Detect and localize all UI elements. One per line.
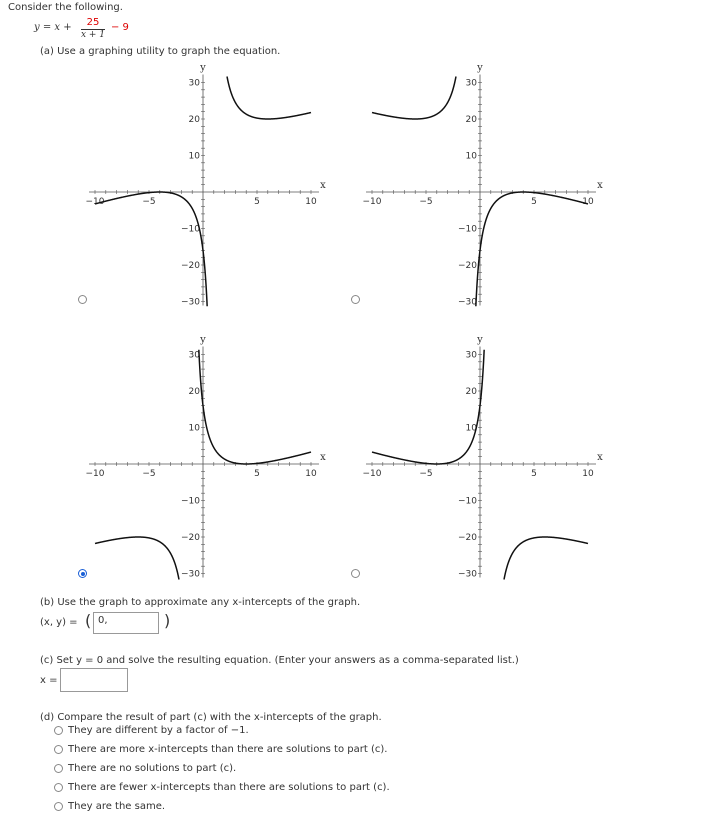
y-tick-label: −10 (458, 496, 477, 507)
x-intercept-input[interactable]: 0, (93, 612, 159, 634)
part-a-text: (a) Use a graphing utility to graph the equation. (40, 46, 281, 57)
y-tick-label: −10 (458, 224, 477, 235)
part-d-option-label: There are fewer x-intercepts than there are solutions to part (c). (68, 782, 390, 793)
curve-branch-2 (227, 76, 311, 119)
part-d-option-label: They are the same. (68, 801, 166, 812)
part-d-option-label: There are more x-intercepts than there are solutions to part (c). (68, 744, 388, 755)
part-d-radio[interactable] (54, 764, 63, 773)
x-tick-label: 10 (582, 469, 594, 479)
y-axis-label: y (200, 62, 206, 74)
part-c-text: (c) Set y = 0 and solve the resulting equation. (Enter your answers as a comma-separated list.) (40, 655, 519, 666)
x-tick-label: 5 (254, 197, 260, 207)
graph-option-3 (86, 335, 327, 580)
part-d-radio[interactable] (54, 802, 63, 811)
y-tick-label: 10 (465, 151, 477, 162)
x-tick-label: 5 (531, 197, 537, 207)
y-tick-label: −30 (458, 297, 477, 308)
x-tick-label: 5 (531, 469, 537, 479)
y-axis-label: y (477, 334, 483, 346)
graph-option-4-radio[interactable] (351, 569, 360, 578)
graph-option-2 (363, 63, 604, 308)
part-b-prefix: (x, y) = (40, 617, 78, 628)
x-tick-label: −5 (142, 469, 156, 479)
x-tick-label: 10 (305, 197, 317, 207)
equation-lhs: y = x + (34, 22, 72, 33)
y-tick-label: −10 (181, 224, 200, 235)
x-tick-label: −10 (85, 469, 105, 479)
y-tick-label: −30 (181, 569, 200, 580)
x-tick-label: −10 (362, 197, 382, 207)
part-b-text: (b) Use the graph to approximate any x-intercepts of the graph. (40, 597, 361, 608)
curve-branch-1 (95, 537, 179, 580)
curve-branch-2 (476, 192, 588, 306)
curve-branch-1 (372, 350, 484, 464)
curve-branch-1 (95, 192, 207, 306)
part-d-radio[interactable] (54, 783, 63, 792)
y-tick-label: 30 (188, 350, 200, 361)
x-axis-label: x (320, 180, 326, 191)
part-d-option-label: They are different by a factor of −1. (68, 725, 249, 736)
y-tick-label: 20 (188, 387, 200, 397)
equation-numerator: 25 (86, 17, 100, 28)
y-tick-label: −30 (458, 569, 477, 580)
part-d-radio[interactable] (54, 745, 63, 754)
y-tick-label: −30 (181, 297, 200, 308)
x-tick-label: −5 (419, 197, 433, 207)
y-tick-label: 10 (465, 423, 477, 434)
close-paren: ) (164, 611, 171, 630)
y-tick-label: 30 (188, 78, 200, 89)
graph-option-1 (86, 63, 327, 308)
part-d-text: (d) Compare the result of part (c) with the x-intercepts of the graph. (40, 712, 382, 723)
x-tick-label: −5 (419, 469, 433, 479)
x-tick-label: 10 (305, 469, 317, 479)
equation (34, 17, 144, 43)
y-tick-label: 30 (465, 350, 477, 361)
curve-branch-2 (199, 350, 311, 464)
part-c-prefix: x = (40, 675, 58, 686)
y-axis-label: y (477, 62, 483, 74)
y-tick-label: −20 (458, 261, 477, 271)
equation-tail: − 9 (111, 22, 129, 33)
y-tick-label: −10 (181, 496, 200, 507)
y-tick-label: −20 (458, 533, 477, 543)
curve-branch-2 (504, 537, 588, 580)
y-tick-label: −20 (181, 533, 200, 543)
y-tick-label: 10 (188, 151, 200, 162)
solution-input[interactable] (60, 668, 128, 692)
part-d-option-label: There are no solutions to part (c). (68, 763, 237, 774)
y-axis-label: y (200, 334, 206, 346)
graph-option-3-radio[interactable] (78, 569, 87, 578)
x-tick-label: −10 (85, 197, 105, 207)
graph-option-4 (363, 335, 604, 580)
y-tick-label: 30 (465, 78, 477, 89)
x-axis-label: x (597, 180, 603, 191)
graph-area (0, 60, 727, 590)
x-tick-label: 5 (254, 469, 260, 479)
y-tick-label: 20 (188, 115, 200, 125)
x-tick-label: −10 (362, 469, 382, 479)
graph-option-2-radio[interactable] (351, 295, 360, 304)
x-tick-label: −5 (142, 197, 156, 207)
y-tick-label: 20 (465, 387, 477, 397)
open-paren: ( (85, 611, 92, 630)
x-axis-label: x (320, 452, 326, 463)
part-d-radio[interactable] (54, 726, 63, 735)
y-tick-label: 10 (188, 423, 200, 434)
x-tick-label: 10 (582, 197, 594, 207)
curve-branch-1 (372, 76, 456, 119)
x-axis-label: x (597, 452, 603, 463)
intro-text: Consider the following. (8, 2, 123, 13)
graph-option-1-radio[interactable] (78, 295, 87, 304)
y-tick-label: 20 (465, 115, 477, 125)
equation-denominator: x + 1 (80, 30, 106, 40)
y-tick-label: −20 (181, 261, 200, 271)
